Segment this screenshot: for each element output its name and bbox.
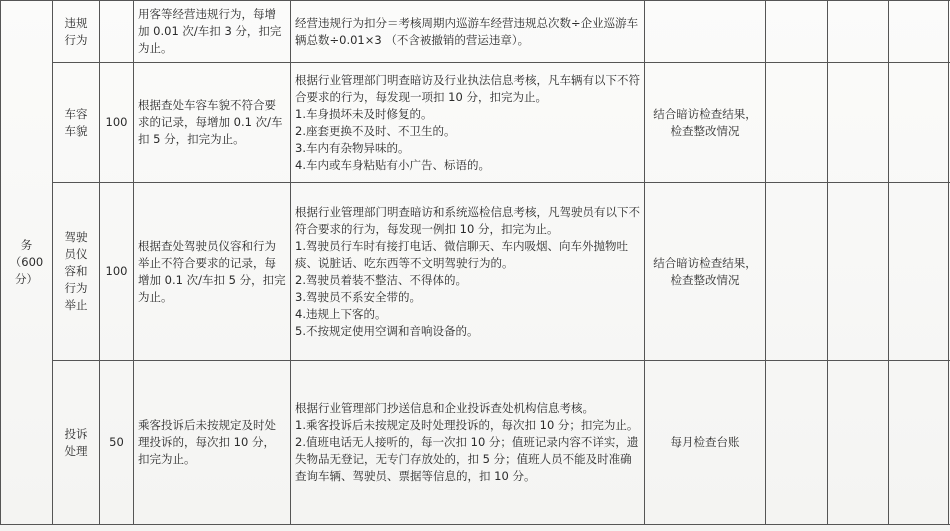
check-method-cell bbox=[645, 1, 766, 63]
blank-cell bbox=[828, 183, 889, 361]
item-name-cell bbox=[53, 361, 100, 525]
score-cell: 100 bbox=[100, 183, 134, 361]
item-name: 驾驶员仪容和行为举止 bbox=[64, 230, 88, 312]
detail-line: 1.车身损坏未及时修复的。 bbox=[295, 106, 433, 121]
check-method-cell: 结合暗访检查结果，检查整改情况 bbox=[645, 63, 766, 183]
check-method-cell: 每月检查台账 bbox=[645, 361, 766, 525]
score-cell: 50 bbox=[100, 361, 134, 525]
detail-line: 根据行业管理部门明查暗访和系统巡检信息考核，凡驾驶员有以下不符合要求的行为，每发现一例扣 10 分，扣完为止。 bbox=[295, 204, 640, 236]
blank-cell bbox=[889, 63, 949, 183]
detail-line: 2.值班电话无人接听的，每一次扣 10 分；值班记录内容不详实，遗失物品无登记，无专门存放处的，扣 5 分；值班人员不能及时准确查询车辆、驾驶员、票据等信息的，扣 10 分。 bbox=[295, 435, 639, 483]
item-name-cell bbox=[53, 1, 100, 63]
item-name: 投诉处理 bbox=[64, 426, 88, 458]
item-name-cell bbox=[53, 183, 100, 361]
blank-cell bbox=[828, 361, 889, 525]
category-label: 务 bbox=[20, 238, 33, 252]
blank-cell bbox=[766, 183, 828, 361]
blank-cell bbox=[766, 361, 828, 525]
item-name-cell bbox=[53, 63, 100, 183]
score-cell: 100 bbox=[100, 63, 134, 183]
table-row bbox=[1, 361, 950, 525]
deduction-method-cell: 根据查处驾驶员仪容和行为举止不符合要求的记录，每增加 0.1 次/车扣 5 分，扣完为止。 bbox=[134, 183, 291, 361]
detail-line: 1.乘客投诉后未按规定及时处理投诉的，每次扣 10 分；扣完为止。 bbox=[295, 418, 639, 432]
detail-line: 1.驾驶员行车时有接打电话、微信聊天、车内吸烟、向车外抛物吐痰、说脏话、吃东西等不文明驾驶行为的。 bbox=[295, 238, 628, 270]
blank-cell bbox=[889, 183, 949, 361]
deduction-method-cell: 根据查处车容车貌不符合要求的记录，每增加 0.1 次/车扣 5 分，扣完为止。 bbox=[134, 63, 291, 183]
assessment-detail-cell bbox=[291, 63, 645, 183]
detail-line: 3.驾驶员不系安全带的。 bbox=[295, 289, 421, 304]
blank-cell bbox=[889, 361, 949, 525]
table-row bbox=[1, 1, 950, 63]
detail-line: 2.驾驶员着装不整洁、不得体的。 bbox=[295, 272, 467, 287]
check-method-cell: 结合暗访检查结果，检查整改情况 bbox=[645, 183, 766, 361]
detail-line: 根据行业管理部门抄送信息和企业投诉查处机构信息考核。 bbox=[295, 401, 594, 415]
detail-line: 2.座套更换不及时、不卫生的。 bbox=[295, 123, 456, 138]
assessment-detail-cell bbox=[291, 361, 645, 525]
detail-line: 3.车内有杂物异味的。 bbox=[295, 140, 410, 155]
assessment-detail-cell bbox=[291, 1, 645, 63]
blank-cell bbox=[889, 1, 949, 63]
blank-cell bbox=[766, 1, 828, 63]
score-cell bbox=[100, 1, 134, 63]
blank-cell bbox=[828, 63, 889, 183]
detail-line: 经营违规行为扣分＝考核周期内巡游车经营违规总次数÷企业巡游车辆总数÷0.01×3 （不含被撤销的营运违章）。 bbox=[295, 15, 639, 47]
detail-line: 根据行业管理部门明查暗访及行业执法信息考核，凡车辆有以下不符合要求的行为，每发现一项扣 10 分，扣完为止。 bbox=[295, 72, 640, 104]
detail-line: 5.不按规定使用空调和音响设备的。 bbox=[295, 323, 479, 338]
blank-cell bbox=[766, 63, 828, 183]
deduction-method-cell: 用客等经营违规行为，每增加 0.01 次/车扣 3 分，扣完为止。 bbox=[134, 1, 291, 63]
item-name: 违规行为 bbox=[64, 15, 88, 47]
table-row bbox=[1, 183, 950, 361]
category-cell bbox=[1, 1, 53, 525]
assessment-detail-cell bbox=[291, 183, 645, 361]
item-name: 车容车貌 bbox=[64, 106, 88, 138]
category-subtotal: （600分） bbox=[9, 255, 44, 286]
table-row bbox=[1, 63, 950, 183]
detail-line: 4.违规上下客的。 bbox=[295, 306, 387, 321]
deduction-method-cell: 乘客投诉后未按规定及时处理投诉的，每次扣 10 分，扣完为止。 bbox=[134, 361, 291, 525]
blank-cell bbox=[828, 1, 889, 63]
detail-line: 4.车内或车身粘贴有小广告、标语的。 bbox=[295, 157, 490, 172]
